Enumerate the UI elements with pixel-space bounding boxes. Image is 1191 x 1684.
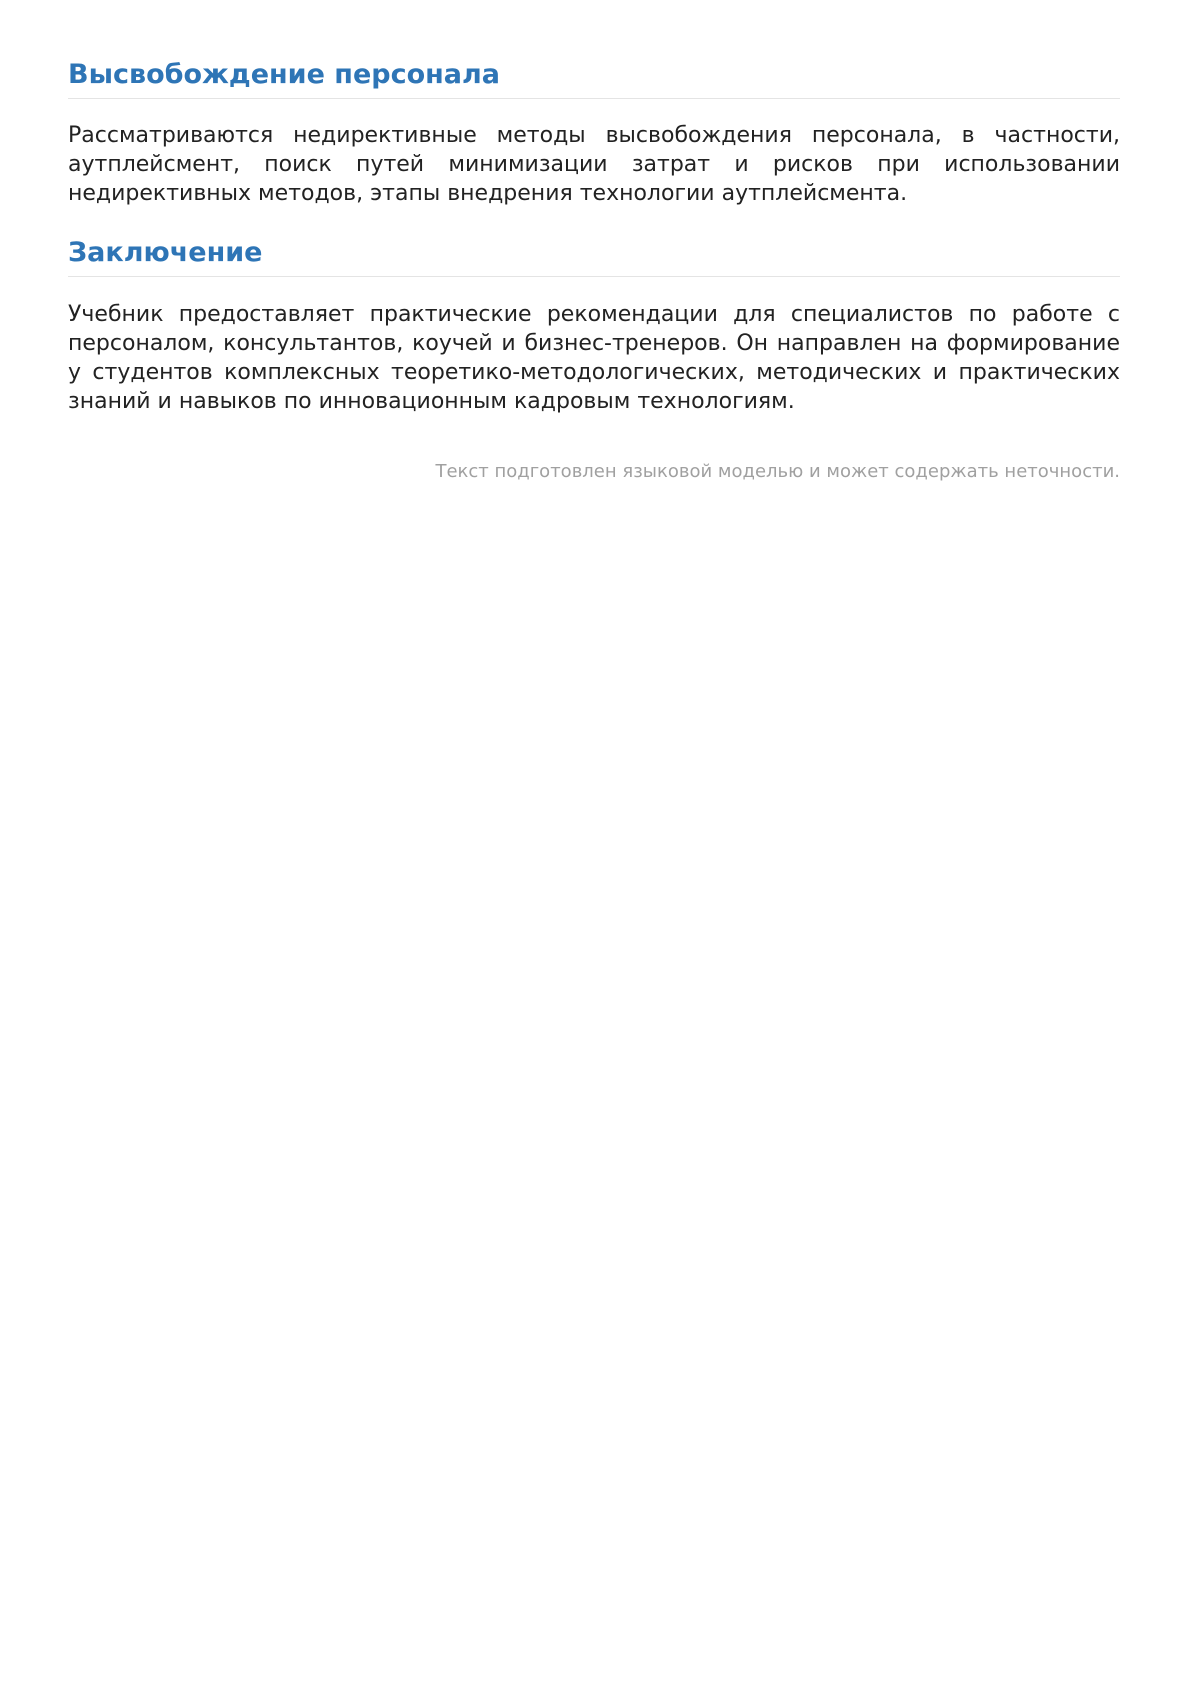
section-body-conclusion: Учебник предоставляет практические рекомендации для специалистов по работе с персоналом, консультантов, коучей и бизнес-тренеров. Он направлен на формирование у студентов комплексных теоретико-методологических, методических и практических знаний и навыков по инновационным кадровым технологиям.	[68, 302, 1120, 414]
section-heading-staff-release: Высвобождение персонала	[68, 58, 1120, 99]
ai-disclaimer: Текст подготовлен языковой моделью и может содержать неточности.	[435, 461, 1120, 482]
section-heading-conclusion: Заключение	[68, 236, 1120, 277]
section-body-staff-release: Рассматриваются недирективные методы высвобождения персонала, в частности, аутплейсмент, поиск путей минимизации затрат и рисков при использовании недирективных методов, этапы внедрения технологии аутплейсмента.	[68, 123, 1120, 206]
